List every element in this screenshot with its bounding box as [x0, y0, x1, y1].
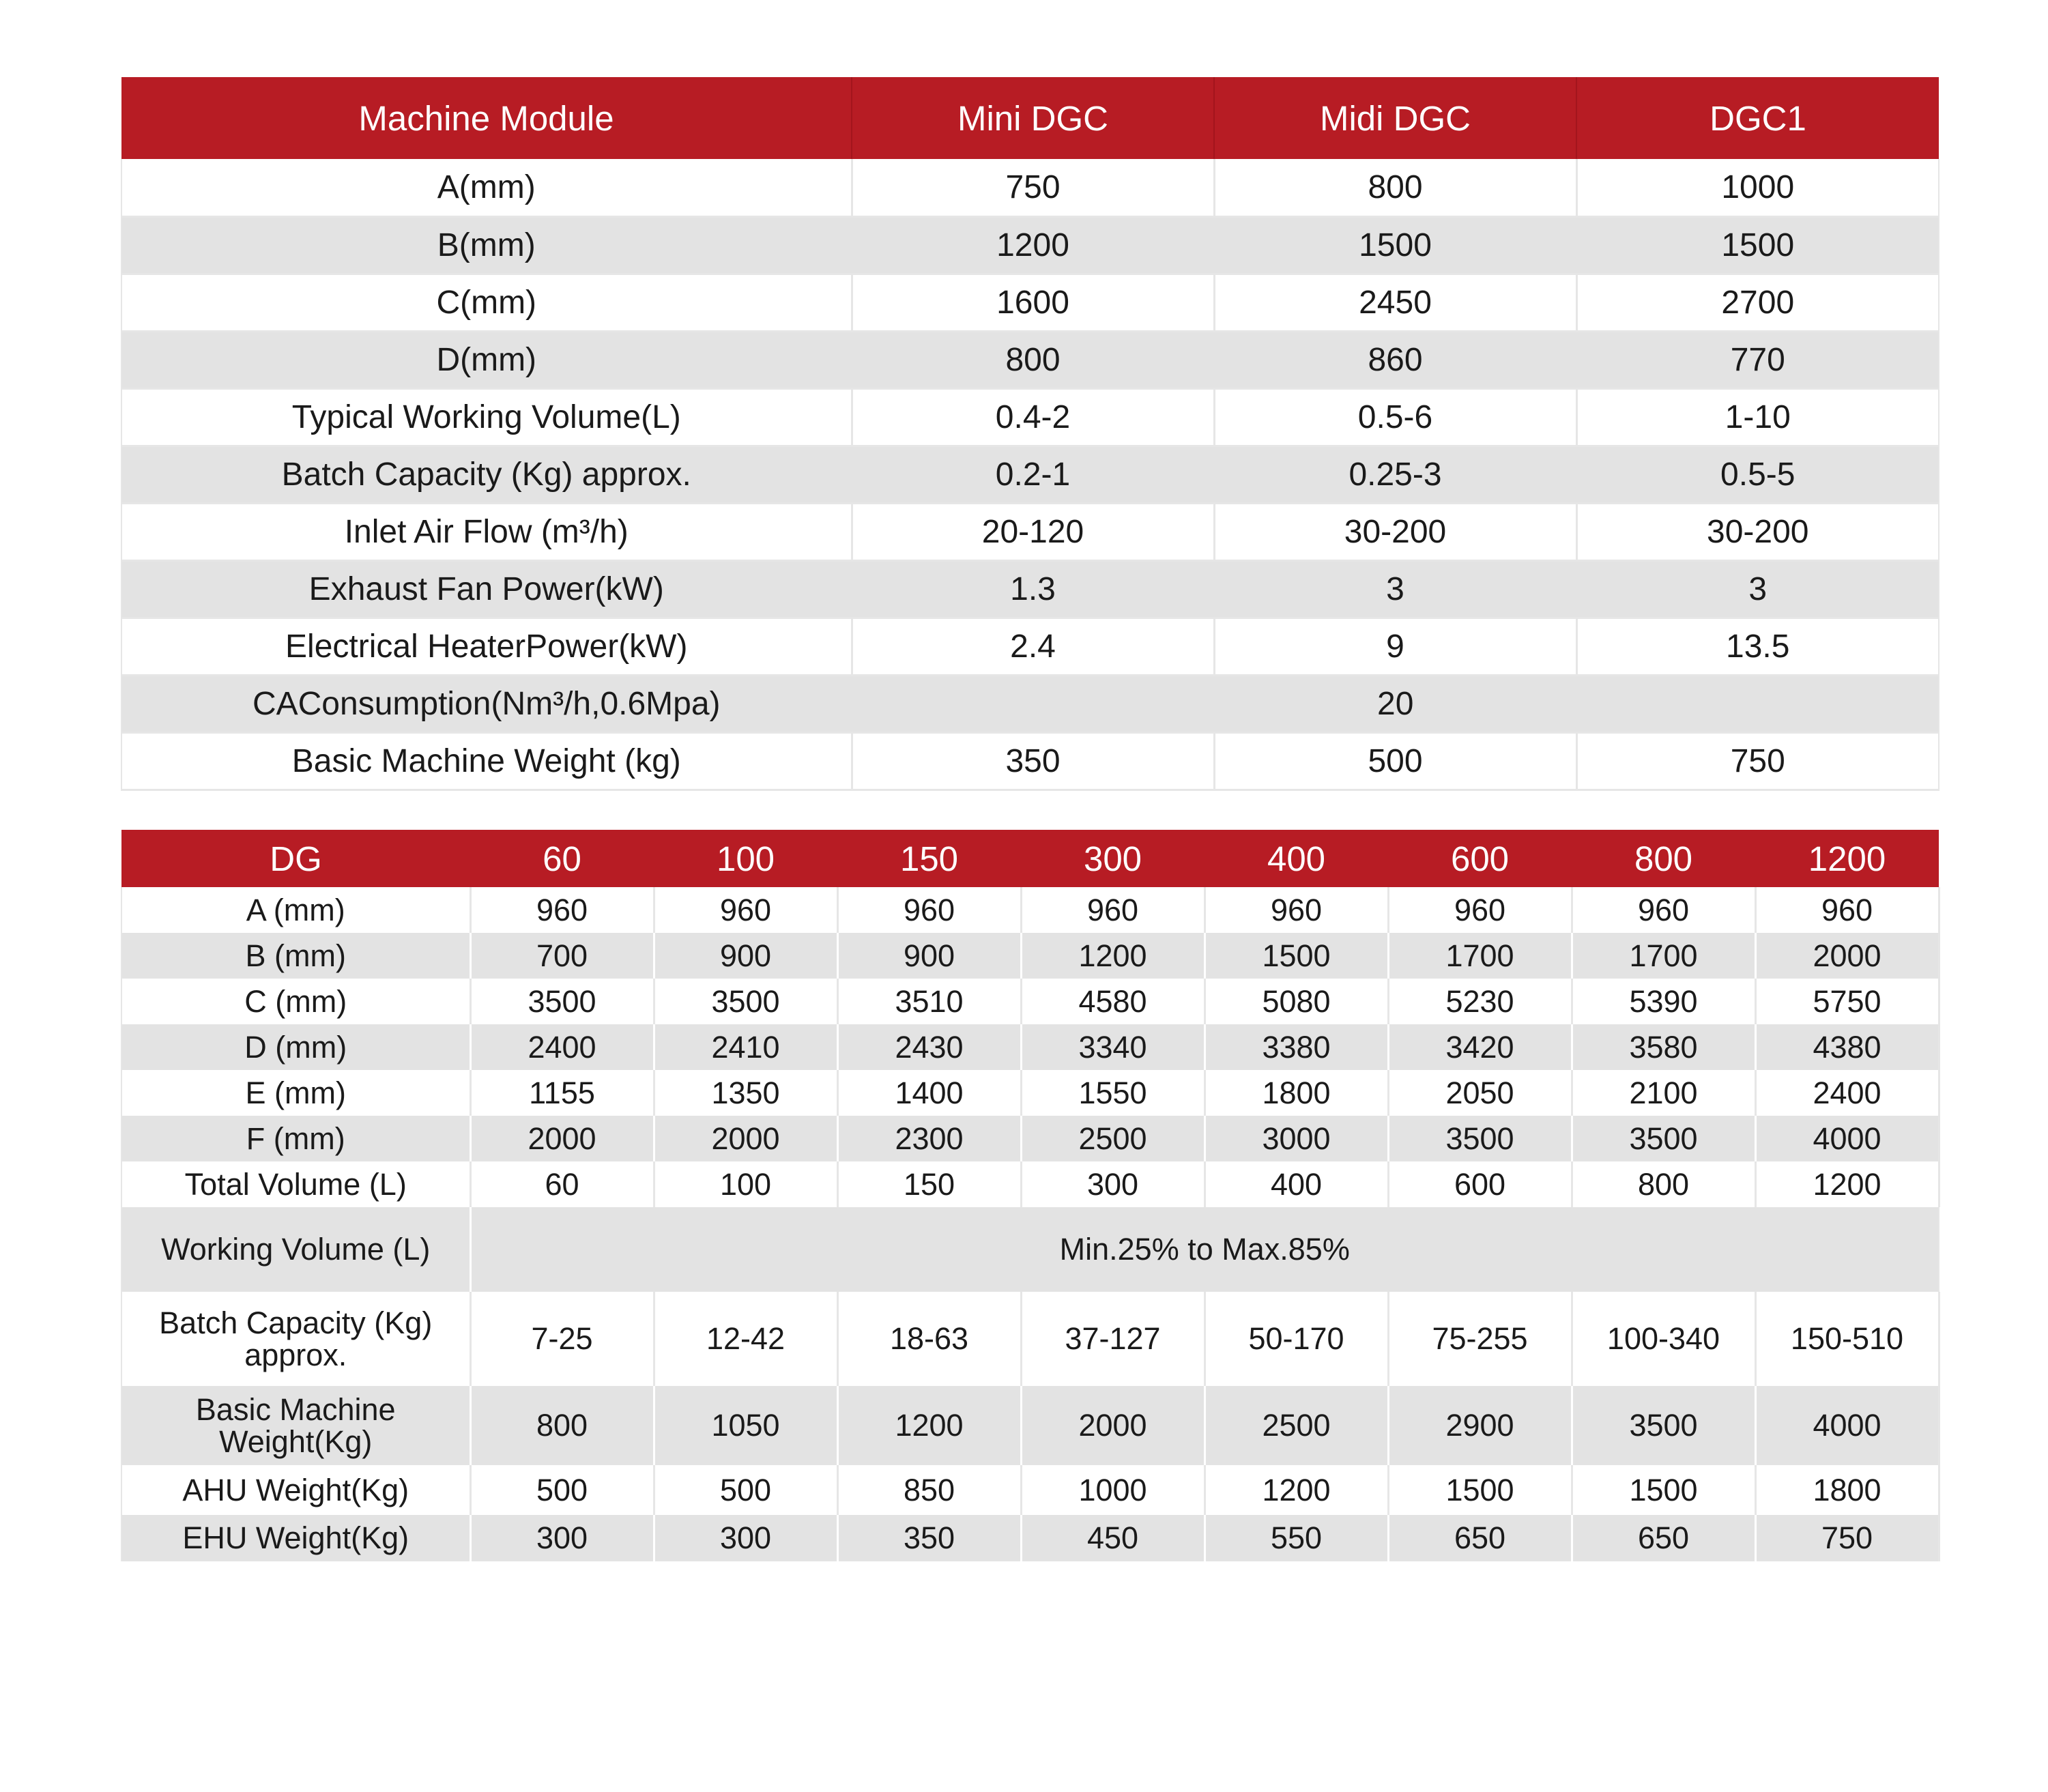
- table-cell: 300: [470, 1515, 654, 1561]
- row-label: A (mm): [121, 887, 470, 933]
- table-cell: 860: [1214, 331, 1576, 388]
- header-cell: Midi DGC: [1214, 77, 1576, 159]
- table-cell: 2.4: [852, 618, 1214, 675]
- header-cell: Machine Module: [121, 77, 852, 159]
- table-cell: 550: [1205, 1515, 1388, 1561]
- table-cell: 850: [837, 1465, 1021, 1515]
- table-row: [121, 388, 1939, 446]
- row-label: Basic Machine Weight (kg): [121, 732, 852, 790]
- row-label: Electrical HeaterPower(kW): [121, 618, 852, 675]
- table-cell: 150: [837, 1161, 1021, 1207]
- row-label-line: Weight(Kg): [219, 1424, 373, 1459]
- table-cell: 1700: [1572, 933, 1755, 979]
- header-cell: DGC1: [1576, 77, 1939, 159]
- table-row: [121, 732, 1939, 790]
- table-header-row: [121, 77, 1939, 159]
- table-cell: 2410: [654, 1024, 837, 1070]
- table-cell: 30-200: [1214, 503, 1576, 560]
- header-cell: 100: [654, 830, 837, 887]
- table-cell: 2000: [470, 1116, 654, 1161]
- table-cell: 5390: [1572, 979, 1755, 1024]
- table-cell: 5080: [1205, 979, 1388, 1024]
- table-cell: 750: [1576, 732, 1939, 790]
- table-row: [121, 979, 1939, 1024]
- table-cell: 1700: [1388, 933, 1572, 979]
- table-row: [121, 933, 1939, 979]
- table-row: [121, 675, 1939, 732]
- row-label: Working Volume (L): [121, 1207, 470, 1292]
- table-cell: 5230: [1388, 979, 1572, 1024]
- table-cell: 1350: [654, 1070, 837, 1116]
- table-cell: 75-255: [1388, 1292, 1572, 1386]
- table-cell: 9: [1214, 618, 1576, 675]
- table-cell: 5750: [1755, 979, 1939, 1024]
- row-label: EHU Weight(Kg): [121, 1515, 470, 1561]
- table-cell: 960: [837, 887, 1021, 933]
- table-cell: 1200: [852, 216, 1214, 274]
- table-cell: 450: [1021, 1515, 1205, 1561]
- header-cell: 400: [1205, 830, 1388, 887]
- table-cell: 2450: [1214, 274, 1576, 331]
- table-cell: 960: [1572, 887, 1755, 933]
- row-label: [121, 1292, 470, 1386]
- table-cell: 30-200: [1576, 503, 1939, 560]
- table-cell: 1800: [1205, 1070, 1388, 1116]
- table-row: [121, 274, 1939, 331]
- table-cell: 0.25-3: [1214, 446, 1576, 503]
- table-cell: 1200: [1205, 1465, 1388, 1515]
- table-cell: 3340: [1021, 1024, 1205, 1070]
- table-cell: 900: [654, 933, 837, 979]
- row-label: C (mm): [121, 979, 470, 1024]
- table-cell: 2100: [1572, 1070, 1755, 1116]
- table-cell: 1200: [1021, 933, 1205, 979]
- row-label: Typical Working Volume(L): [121, 388, 852, 446]
- table-cell: 4000: [1755, 1386, 1939, 1465]
- table-cell: 4580: [1021, 979, 1205, 1024]
- table-cell: 300: [1021, 1161, 1205, 1207]
- table-cell: 3: [1214, 560, 1576, 618]
- row-label: [121, 1386, 470, 1465]
- table-cell: 2400: [1755, 1070, 1939, 1116]
- row-label-line: Basic Machine: [195, 1391, 396, 1427]
- machine-module-spec-table: [121, 77, 1939, 791]
- row-label: B (mm): [121, 933, 470, 979]
- table-cell: 960: [1021, 887, 1205, 933]
- table-cell: 350: [837, 1515, 1021, 1561]
- table-row: [121, 618, 1939, 675]
- table-cell: 3500: [654, 979, 837, 1024]
- table-cell: 650: [1572, 1515, 1755, 1561]
- table-cell: 800: [1572, 1161, 1755, 1207]
- table-cell: 20-120: [852, 503, 1214, 560]
- header-cell: 150: [837, 830, 1021, 887]
- table-cell: 60: [470, 1161, 654, 1207]
- table-cell: 1500: [1214, 216, 1576, 274]
- table-cell: 400: [1205, 1161, 1388, 1207]
- table-cell: 300: [654, 1515, 837, 1561]
- table-cell: 2500: [1205, 1386, 1388, 1465]
- table-row: [121, 1116, 1939, 1161]
- table-cell: 7-25: [470, 1292, 654, 1386]
- table-cell: 800: [470, 1386, 654, 1465]
- table-cell: 3420: [1388, 1024, 1572, 1070]
- row-label: A(mm): [121, 159, 852, 216]
- table-row: [121, 1207, 1939, 1292]
- table-cell: 600: [1388, 1161, 1572, 1207]
- table-cell: 100: [654, 1161, 837, 1207]
- table-cell: 2500: [1021, 1116, 1205, 1161]
- table-row: [121, 1292, 1939, 1386]
- header-cell: 1200: [1755, 830, 1939, 887]
- table-cell: 800: [852, 331, 1214, 388]
- table-row: [121, 216, 1939, 274]
- table-cell: 4380: [1755, 1024, 1939, 1070]
- table-cell: 350: [852, 732, 1214, 790]
- table-cell: 2000: [654, 1116, 837, 1161]
- table-cell: 1200: [1755, 1161, 1939, 1207]
- table-cell: 18-63: [837, 1292, 1021, 1386]
- table-cell: 3500: [1572, 1386, 1755, 1465]
- table-cell: 2300: [837, 1116, 1021, 1161]
- table-cell: 1550: [1021, 1070, 1205, 1116]
- table-cell: 2430: [837, 1024, 1021, 1070]
- header-cell: Mini DGC: [852, 77, 1214, 159]
- table-cell: 960: [1388, 887, 1572, 933]
- table-cell: 500: [654, 1465, 837, 1515]
- table-cell: 1500: [1576, 216, 1939, 274]
- table-cell: 770: [1576, 331, 1939, 388]
- table-cell: 3510: [837, 979, 1021, 1024]
- table-cell: 3500: [470, 979, 654, 1024]
- dg-model-spec-table: [121, 830, 1940, 1561]
- table-cell: 1200: [837, 1386, 1021, 1465]
- row-label: D (mm): [121, 1024, 470, 1070]
- header-cell: DG: [121, 830, 470, 887]
- table-cell: 1600: [852, 274, 1214, 331]
- table-cell: 1500: [1388, 1465, 1572, 1515]
- table-cell: 2000: [1755, 933, 1939, 979]
- table-cell: 960: [1205, 887, 1388, 933]
- row-label-line: approx.: [244, 1338, 347, 1372]
- table-row: [121, 887, 1939, 933]
- table-cell: 2700: [1576, 274, 1939, 331]
- merged-table-cell: 20: [852, 675, 1939, 732]
- table-cell: 0.5-6: [1214, 388, 1576, 446]
- row-label: Exhaust Fan Power(kW): [121, 560, 852, 618]
- row-label: Total Volume (L): [121, 1161, 470, 1207]
- table-cell: 750: [852, 159, 1214, 216]
- table-cell: 0.4-2: [852, 388, 1214, 446]
- merged-table-cell: Min.25% to Max.85%: [470, 1207, 1939, 1292]
- row-label: AHU Weight(Kg): [121, 1465, 470, 1515]
- row-label: Inlet Air Flow (m³/h): [121, 503, 852, 560]
- table-row: [121, 1024, 1939, 1070]
- table-row: [121, 1070, 1939, 1116]
- table-cell: 1500: [1572, 1465, 1755, 1515]
- row-label: Batch Capacity (Kg) approx.: [121, 446, 852, 503]
- table-cell: 3500: [1388, 1116, 1572, 1161]
- table-cell: 3500: [1572, 1116, 1755, 1161]
- table-cell: 4000: [1755, 1116, 1939, 1161]
- header-cell: 60: [470, 830, 654, 887]
- table-cell: 12-42: [654, 1292, 837, 1386]
- row-label: D(mm): [121, 331, 852, 388]
- table-row: [121, 1515, 1939, 1561]
- table-cell: 3: [1576, 560, 1939, 618]
- table-cell: 2000: [1021, 1386, 1205, 1465]
- row-label: F (mm): [121, 1116, 470, 1161]
- table-row: [121, 331, 1939, 388]
- table-row: [121, 1386, 1939, 1465]
- table-cell: 900: [837, 933, 1021, 979]
- table-cell: 2400: [470, 1024, 654, 1070]
- table-cell: 2900: [1388, 1386, 1572, 1465]
- header-cell: 800: [1572, 830, 1755, 887]
- table-row: [121, 446, 1939, 503]
- table-cell: 0.2-1: [852, 446, 1214, 503]
- table-row: [121, 560, 1939, 618]
- table-row: [121, 159, 1939, 216]
- table-row: [121, 1465, 1939, 1515]
- table-cell: 960: [654, 887, 837, 933]
- table-cell: 1.3: [852, 560, 1214, 618]
- table-cell: 1500: [1205, 933, 1388, 979]
- table-cell: 700: [470, 933, 654, 979]
- table-cell: 37-127: [1021, 1292, 1205, 1386]
- table-cell: 1000: [1576, 159, 1939, 216]
- row-label: CAConsumption(Nm³/h,0.6Mpa): [121, 675, 852, 732]
- table-cell: 960: [470, 887, 654, 933]
- table-cell: 3580: [1572, 1024, 1755, 1070]
- header-cell: 300: [1021, 830, 1205, 887]
- table-cell: 1400: [837, 1070, 1021, 1116]
- table-header-row: [121, 830, 1939, 887]
- row-label: C(mm): [121, 274, 852, 331]
- table-cell: 100-340: [1572, 1292, 1755, 1386]
- table-cell: 150-510: [1755, 1292, 1939, 1386]
- table-cell: 500: [1214, 732, 1576, 790]
- table-cell: 3000: [1205, 1116, 1388, 1161]
- table-cell: 1155: [470, 1070, 654, 1116]
- table-cell: 1000: [1021, 1465, 1205, 1515]
- table-cell: 2050: [1388, 1070, 1572, 1116]
- table-cell: 800: [1214, 159, 1576, 216]
- row-label-line: Batch Capacity (Kg): [159, 1305, 433, 1340]
- row-label: B(mm): [121, 216, 852, 274]
- table-cell: 1800: [1755, 1465, 1939, 1515]
- row-label: E (mm): [121, 1070, 470, 1116]
- table-row: [121, 1161, 1939, 1207]
- table-row: [121, 503, 1939, 560]
- table-cell: 3380: [1205, 1024, 1388, 1070]
- table-cell: 1050: [654, 1386, 837, 1465]
- header-cell: 600: [1388, 830, 1572, 887]
- table-cell: 500: [470, 1465, 654, 1515]
- table-cell: 13.5: [1576, 618, 1939, 675]
- table-cell: 750: [1755, 1515, 1939, 1561]
- table-cell: 50-170: [1205, 1292, 1388, 1386]
- table-cell: 960: [1755, 887, 1939, 933]
- table-cell: 0.5-5: [1576, 446, 1939, 503]
- table-cell: 650: [1388, 1515, 1572, 1561]
- table-cell: 1-10: [1576, 388, 1939, 446]
